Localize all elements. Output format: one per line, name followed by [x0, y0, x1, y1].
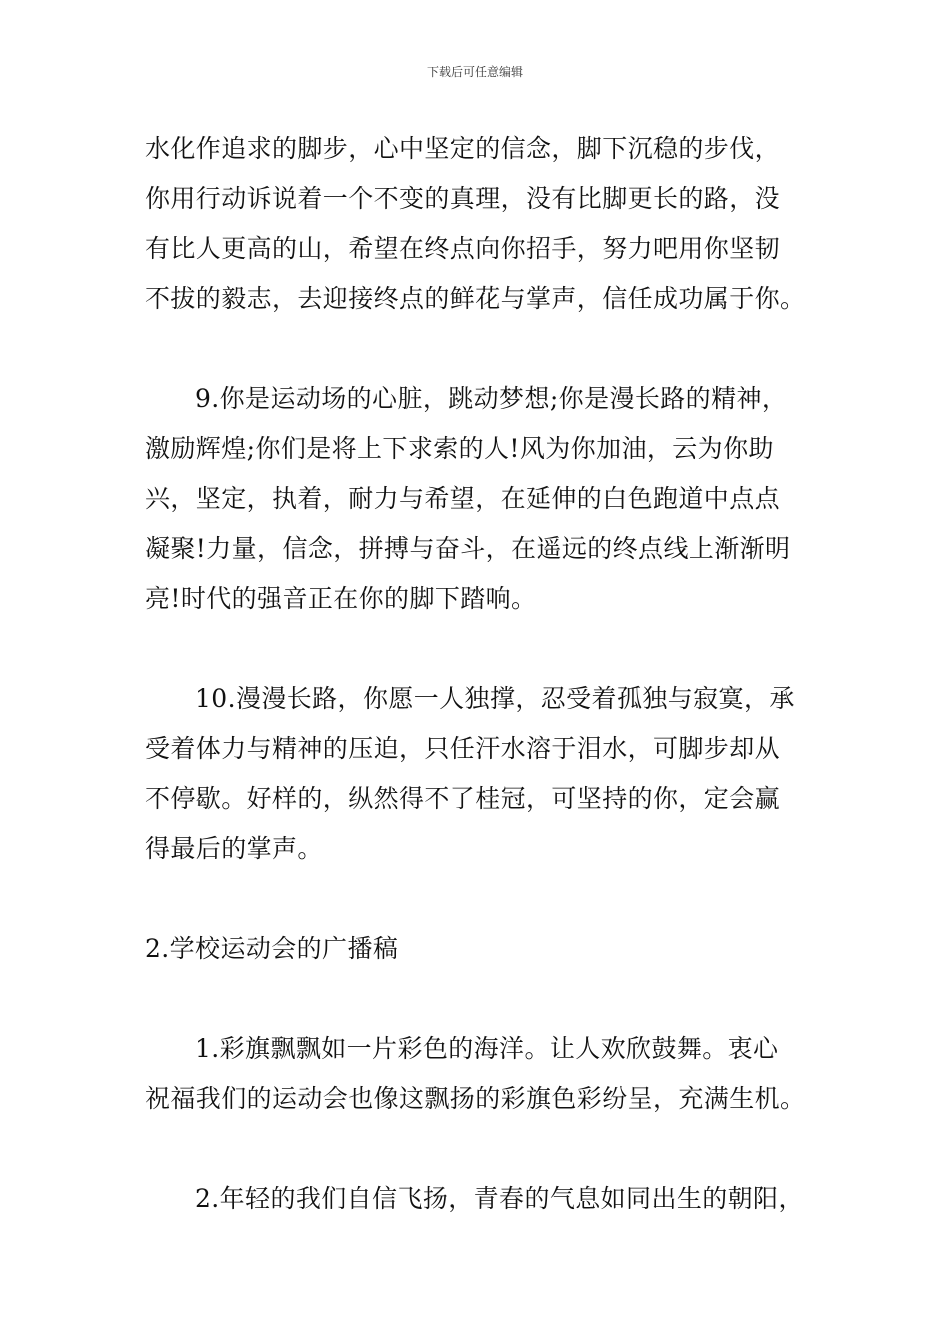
heading-line: 2.学校运动会的广播稿 — [145, 934, 399, 963]
text-line: 2.年轻的我们自信飞扬，青春的气息如同出生的朝阳， — [195, 1184, 804, 1213]
text-line: 兴，坚定，执着，耐力与希望，在延伸的白色跑道中点点 — [145, 484, 781, 513]
text-line: 10.漫漫长路，你愿一人独撑，忍受着孤独与寂寞，承 — [195, 684, 795, 713]
text-line: 激励辉煌;你们是将上下求索的人!风为你加油，云为你助 — [145, 434, 774, 463]
text-line: 受着体力与精神的压迫，只任汗水溶于泪水，可脚步却从 — [145, 734, 781, 763]
text-line: 你用行动诉说着一个不变的真理，没有比脚更长的路，没 — [145, 184, 781, 213]
paragraph-gap — [145, 324, 825, 374]
text-line: 水化作追求的脚步，心中坚定的信念，脚下沉稳的步伐， — [145, 134, 781, 163]
text-line: 亮!时代的强音正在你的脚下踏响。 — [145, 584, 537, 613]
paragraph-2 — [145, 374, 825, 624]
text-line: 得最后的掌声。 — [145, 834, 323, 863]
paragraph-5 — [145, 1024, 825, 1124]
text-line: 不停歇。好样的，纵然得不了桂冠，可坚持的你，定会赢 — [145, 784, 781, 813]
paragraph-1 — [145, 124, 825, 324]
page-header: 下载后可任意编辑 — [426, 65, 523, 79]
paragraph-6 — [145, 1174, 825, 1224]
text-line: 9.你是运动场的心脏，跳动梦想;你是漫长路的精神， — [195, 384, 788, 413]
section-heading — [145, 924, 825, 974]
text-line: 有比人更高的山，希望在终点向你招手，努力吧用你坚韧 — [145, 234, 781, 263]
paragraph-gap — [145, 874, 825, 924]
paragraph-gap — [145, 974, 825, 1024]
paragraph-gap — [145, 624, 825, 674]
paragraph-gap — [145, 1124, 825, 1174]
text-line: 凝聚!力量，信念，拼搏与奋斗，在遥远的终点线上渐渐明 — [145, 534, 791, 563]
document-body — [145, 124, 825, 1224]
text-line: 祝福我们的运动会也像这飘扬的彩旗色彩纷呈，充满生机。 — [145, 1084, 806, 1113]
paragraph-3 — [145, 674, 825, 874]
text-line: 1.彩旗飘飘如一片彩色的海洋。让人欢欣鼓舞。衷心 — [195, 1034, 779, 1063]
text-line: 不拔的毅志，去迎接终点的鲜花与掌声，信任成功属于你。 — [145, 284, 806, 313]
